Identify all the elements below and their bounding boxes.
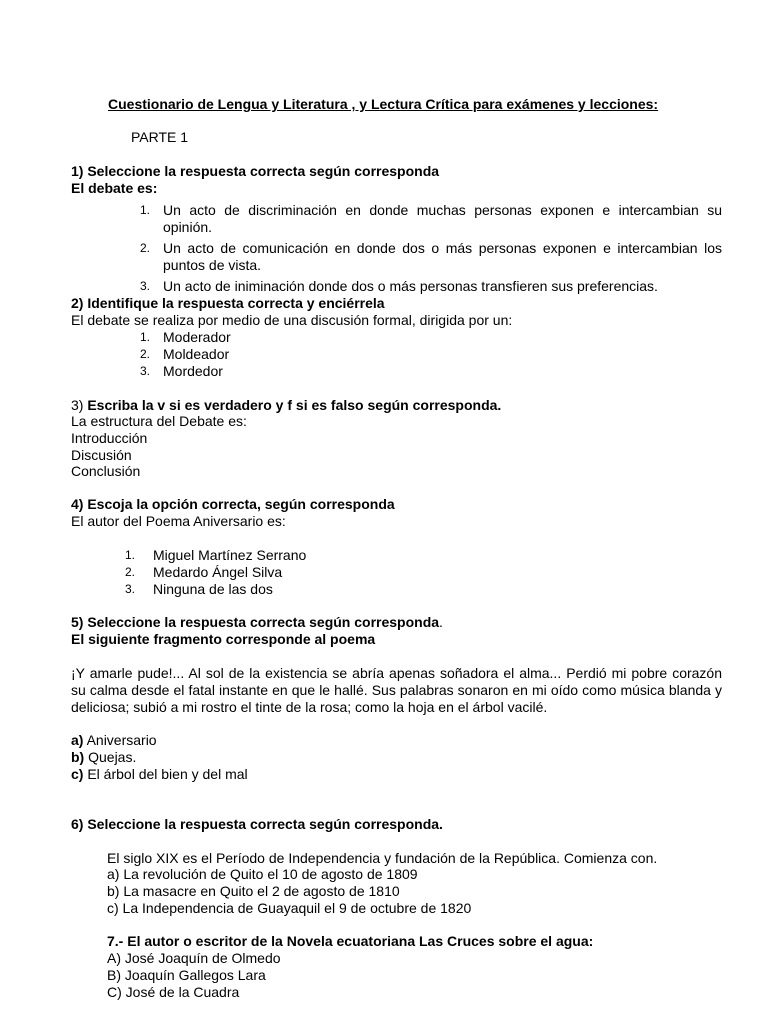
q5-option: [71, 766, 248, 783]
q4-option: Ninguna de las dos: [153, 581, 273, 597]
q6-prompt: El siglo XIX es el Período de Independencia y fundación de la República. Comienza con.: [107, 850, 658, 866]
q4-option-number: 2.: [125, 565, 136, 579]
q5-option-text: Quejas.: [84, 749, 137, 765]
q1-option: Un acto de discriminación en donde muchas personas exponen e intercambian su opinión.: [163, 202, 722, 235]
q5-option-letter: a): [71, 732, 84, 748]
q7-heading: 7.- El autor o escritor de la Novela ecuatoriana Las Cruces sobre el agua:: [107, 933, 594, 949]
q7-option: C) José de la Cuadra: [107, 984, 240, 1000]
q5-option-text: El árbol del bien y del mal: [83, 766, 248, 782]
q5-heading-end: .: [439, 614, 443, 630]
page-title: Cuestionario de Lengua y Literatura , y Lectura Crítica para exámenes y lecciones:: [108, 96, 659, 112]
q3-prompt: La estructura del Debate es:: [71, 413, 247, 429]
q3-item: Conclusión: [71, 463, 141, 479]
q2-option: Moldeador: [163, 346, 230, 362]
part-label: PARTE 1: [131, 129, 189, 145]
q3-item: Discusión: [71, 447, 132, 463]
q7-option: B) Joaquín Gallegos Lara: [107, 967, 266, 983]
q4-prompt: El autor del Poema Aniversario es:: [71, 513, 286, 529]
q2-option: Mordedor: [163, 363, 223, 379]
q1-option-number: 3.: [140, 279, 151, 293]
q5-fragment: ¡Y amarle pude!... Al sol de la existencia se abría apenas soñadora el alma... Perdió mi pobre corazón su calma desde el fatal instante en que le hallé. Sus palabras sonaron en mi oído como música blanda y deliciosa; subió a mi rostro el tinte de la rosa; como la hoja en el árbol vacilé.: [71, 665, 722, 715]
q4-option-number: 1.: [125, 548, 136, 562]
q5-option: [71, 749, 136, 766]
q6-option: c) La Independencia de Guayaquil el 9 de octubre de 1820: [107, 900, 472, 916]
q3-heading-text: Escriba la v si es verdadero y f si es falso según corresponda.: [87, 397, 502, 413]
q2-prompt: El debate se realiza por medio de una discusión formal, dirigida por un:: [71, 312, 513, 328]
q5-option-letter: c): [71, 766, 84, 782]
q4-option: Medardo Ángel Silva: [153, 564, 283, 580]
q1-option-number: 2.: [140, 241, 151, 255]
q5-option: [71, 732, 157, 749]
q5-option-letter: b): [71, 749, 85, 765]
q6-option: b) La masacre en Quito el 2 de agosto de 1810: [107, 883, 400, 899]
q1-option-number: 1.: [140, 203, 151, 217]
q2-option-number: 3.: [140, 364, 151, 378]
q7-option: A) José Joaquín de Olmedo: [107, 950, 281, 966]
q3-number: 3): [71, 397, 88, 413]
q3-heading: [71, 397, 501, 414]
q3-item: Introducción: [71, 430, 148, 446]
q1-option: Un acto de iniminación donde dos o más personas transfieren sus preferencias.: [163, 278, 658, 294]
q1-heading: 1) Seleccione la respuesta correcta según corresponda: [71, 163, 440, 179]
q5-heading-text: 5) Seleccione la respuesta correcta según corresponda: [71, 614, 440, 630]
q6-option: a) La revolución de Quito el 10 de agosto de 1809: [107, 866, 418, 882]
q5-prompt: El siguiente fragmento corresponde al poema: [71, 631, 376, 647]
q4-heading: 4) Escoja la opción correcta, según corresponda: [71, 496, 395, 512]
q2-heading: 2) Identifique la respuesta correcta y enciérrela: [71, 295, 385, 311]
q6-heading: 6) Seleccione la respuesta correcta según corresponda.: [71, 816, 443, 832]
q5-heading: [71, 614, 443, 631]
q2-option-number: 1.: [140, 330, 151, 344]
q4-option: Miguel Martínez Serrano: [153, 547, 307, 563]
q1-option: Un acto de comunicación en donde dos o más personas exponen e intercambian los puntos de vista.: [163, 240, 722, 273]
q5-option-text: Aniversario: [83, 732, 157, 748]
q1-prompt: El debate es:: [71, 180, 158, 196]
q2-option-number: 2.: [140, 347, 151, 361]
q4-option-number: 3.: [125, 582, 136, 596]
q2-option: Moderador: [163, 329, 231, 345]
